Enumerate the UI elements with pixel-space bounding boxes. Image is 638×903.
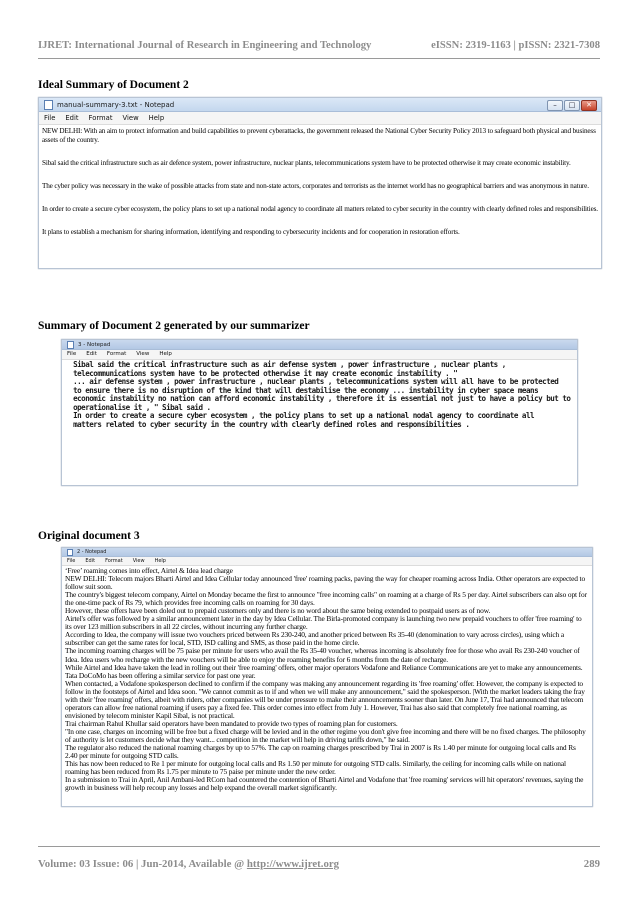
paragraph: In order to create a secure cyber ecosystem, the policy plans to set up a national nodal agency to coordinate all matters related to cyber security in the country with clearly defined roles and responsibilities. xyxy=(42,205,598,213)
notepad-icon xyxy=(44,100,53,110)
window-title: 2 - Notepad xyxy=(77,549,107,555)
window-title: manual-summary-3.txt - Notepad xyxy=(57,100,175,109)
paragraph: Airtel's offer was followed by a similar announcement later in the day by Idea Cellular. The Birla-promoted company is launching two new prepaid vouchers to offer 'free roaming' to its over 123 million subscribers in all 22 circles, without incurring any further charge. xyxy=(65,614,582,632)
issn-text: eISSN: 2319-1163 | pISSN: 2321-7308 xyxy=(431,40,600,51)
menu-edit[interactable]: Edit xyxy=(85,558,96,564)
paragraph: This has now been reduced to Re 1 per minute for outgoing local calls and Rs 1.50 per minute for outgoing STD calls. Similarly, the ceiling for incoming calls while on national roaming has been reduced from Rs 1.75 per minute to 75 paise per minute under the new order. xyxy=(65,759,566,777)
menu-format[interactable]: Format xyxy=(88,114,113,122)
window-titlebar xyxy=(39,98,601,112)
paragraph: According to Idea, the company will issue two vouchers priced between Rs 230-240, and another priced between Rs 35-40 (denomination to vary across circles), using which a subscriber can get the same rates for local, STD, ISD calling and SMS, as those paid in the home circle. xyxy=(65,630,565,648)
notepad-icon xyxy=(67,549,73,556)
header-rule xyxy=(38,58,600,59)
journal-link[interactable]: http://www.ijret.org xyxy=(246,858,340,870)
notepad-window-ideal-summary xyxy=(38,97,602,269)
section-title-generated-summary: Summary of Document 2 generated by our summarizer xyxy=(38,320,310,332)
journal-name: IJRET: International Journal of Research in Engineering and Technology xyxy=(38,40,372,51)
footer-volume xyxy=(38,858,339,870)
close-icon[interactable]: ✕ xyxy=(581,100,597,111)
text-area[interactable] xyxy=(62,566,592,793)
notepad-window-original-document xyxy=(61,547,593,807)
window-titlebar xyxy=(62,340,577,350)
paragraph: The regulator also reduced the national roaming charges by up to 57%. The cap on roaming charges prescribed by Trai in 2007 is Rs 1.40 per minute for outgoing local calls and Rs 2.40 per minute for outgoing STD calls. xyxy=(65,743,576,761)
menu-bar xyxy=(39,112,601,125)
window-controls xyxy=(547,100,597,111)
paragraph: However, these offers have been doled out to prepaid customers only and there is no word about the same being extended to postpaid users as of now. xyxy=(65,606,491,616)
menu-help[interactable]: Help xyxy=(148,114,165,122)
window-title: 3 - Notepad xyxy=(78,341,111,348)
menu-format[interactable]: Format xyxy=(105,558,123,564)
paragraph: NEW DELHI: With an aim to protect information and build capabilities to prevent cyberattacks, the government released the National Cyber Security Policy 2013 to safeguard both physical and business assets of the country. xyxy=(42,127,596,144)
section-title-original-document: Original document 3 xyxy=(38,530,140,542)
paragraph: "In one case, charges on incoming will be free but a fixed charge will be levied and in the other regime you don't give free incoming and there will be no fixed charges. The philosophy of authority is let customers decide what they want... competition in the market will help in driving tariffs down," he said. xyxy=(65,726,586,744)
paragraph: The cyber policy was necessary in the wake of possible attacks from state and non-state actors, corporates and terrorists as the internet world has no geographical barriers and was anonymous in nature. xyxy=(42,182,589,190)
running-header xyxy=(38,40,600,51)
minimize-icon[interactable]: – xyxy=(547,100,563,111)
notepad-window-generated-summary xyxy=(61,339,578,486)
notepad-icon xyxy=(67,341,74,349)
window-titlebar xyxy=(62,548,592,557)
text-area[interactable]: Sibal said the critical infrastructure such as air defense system , power infrastructure , nuclear plants , telecommunications system have to be protected otherwise it may create economic instability . " ... air defense system , power infrastructure , nuclear plants , telecommunications system will all have to be protected to ensure there is no disruption of the kind that will destabilise the economy ... instability in cyber space means economic instability no nation can afford economic instability , therefore it is essential not just to have a policy but to operationalise it , " Sibal said . In order to create a secure cyber ecosystem , the policy plans to set up a national nodal agency to coordinate all matters related to cyber security in the country with clearly defined roles and responsibilities . xyxy=(73,360,571,429)
menu-edit[interactable]: Edit xyxy=(65,114,79,122)
paragraph: In a submission to Trai in April, Anil Ambani-led RCom had countered the contention of Bharti Airtel and Vodafone that 'free roaming' services will hit operators' revenues, saying the growth in business will help recoup any losses and help expand the overall market significantly. xyxy=(65,775,584,793)
text-area[interactable] xyxy=(39,125,601,253)
running-footer xyxy=(38,858,600,870)
menu-file[interactable]: File xyxy=(67,351,77,357)
menu-bar xyxy=(62,557,592,566)
paragraph: Sibal said the critical infrastructure such as air defence system, power infrastructure, nuclear plants, telecommunications system have to be protected otherwise it may create economic instability. xyxy=(42,159,571,167)
paragraph: The incoming roaming charges will be 75 paise per minute for users who avail the Rs 35-40 voucher, whereas incoming is absolutely free for those who avail Rs 230-240 voucher of Idea. Idea users who recharge with the new vouchers will be able to enjoy the roaming benefits for 6 months from the date of recharge. xyxy=(65,646,580,664)
paragraph: When contacted, a Vodafone spokesperson declined to confirm if the company was making any announcement regarding its 'free roaming' offer. However, the company is expected to follow in the footsteps of Airtel and Idea soon. "We cannot commit as to if and when we will make any announcement," said the spokesperson. |With the market leaders taking the fray with their 'free roaming' offers, albeit with riders, other companies will be under pressure to make their announcements sooner than later. On June 17, Trai had announced that telecom operators can allow free national roaming if users pay a fixed fee. This order comes into effect from July 1. However, Trai has also said that completely free national roaming, as envisioned by telecom minister Kapil Sibal, is not practical. xyxy=(65,678,585,720)
paragraph: While Airtel and Idea have taken the lead in rolling out their 'free roaming' offers, other major operators Vodafone and Reliance Communications are yet to make any announcements. Tata DoCoMo has been offering a similar service for past one year. xyxy=(65,662,583,680)
paragraph: The country's biggest telecom company, Airtel on Monday became the first to announce "free incoming calls" on roaming at a charge of Rs 5 per day. Airtel subscribers can also opt for the one-time pack of Rs 79, which provides free incoming calls on roaming for 30 days. xyxy=(65,590,587,608)
maximize-icon[interactable]: □ xyxy=(564,100,580,111)
volume-text: Volume: 03 Issue: 06 | Jun-2014, Available @ xyxy=(38,858,247,870)
paragraph: Trai chairman Rahul Khullar said operators have been mandated to provide two types of roaming plan for customers. xyxy=(65,718,398,728)
menu-file[interactable]: File xyxy=(67,558,76,564)
section-title-ideal-summary: Ideal Summary of Document 2 xyxy=(38,79,189,91)
menu-bar xyxy=(62,350,577,360)
menu-view[interactable]: View xyxy=(122,114,139,122)
menu-file[interactable]: File xyxy=(44,114,56,122)
menu-view[interactable]: View xyxy=(132,558,145,564)
article-headline: ‘Free’ roaming comes into effect, Airtel & Idea lead charge xyxy=(65,566,233,575)
page-number: 289 xyxy=(583,858,600,870)
footer-rule xyxy=(38,846,600,847)
paragraph: NEW DELHI: Telecom majors Bharti Airtel and Idea Cellular today announced 'free' roaming packs, paving the way for cheaper roaming across India. Other operators are expected to follow suit soon. xyxy=(65,574,586,592)
paragraph: It plans to establish a mechanism for sharing information, identifying and responding to cybersecurity incidents and for cooperation in restoration efforts. xyxy=(42,228,460,236)
menu-edit[interactable]: Edit xyxy=(86,351,97,357)
menu-help[interactable]: Help xyxy=(154,558,166,564)
menu-help[interactable]: Help xyxy=(159,351,172,357)
menu-view[interactable]: View xyxy=(136,351,150,357)
menu-format[interactable]: Format xyxy=(106,351,127,357)
